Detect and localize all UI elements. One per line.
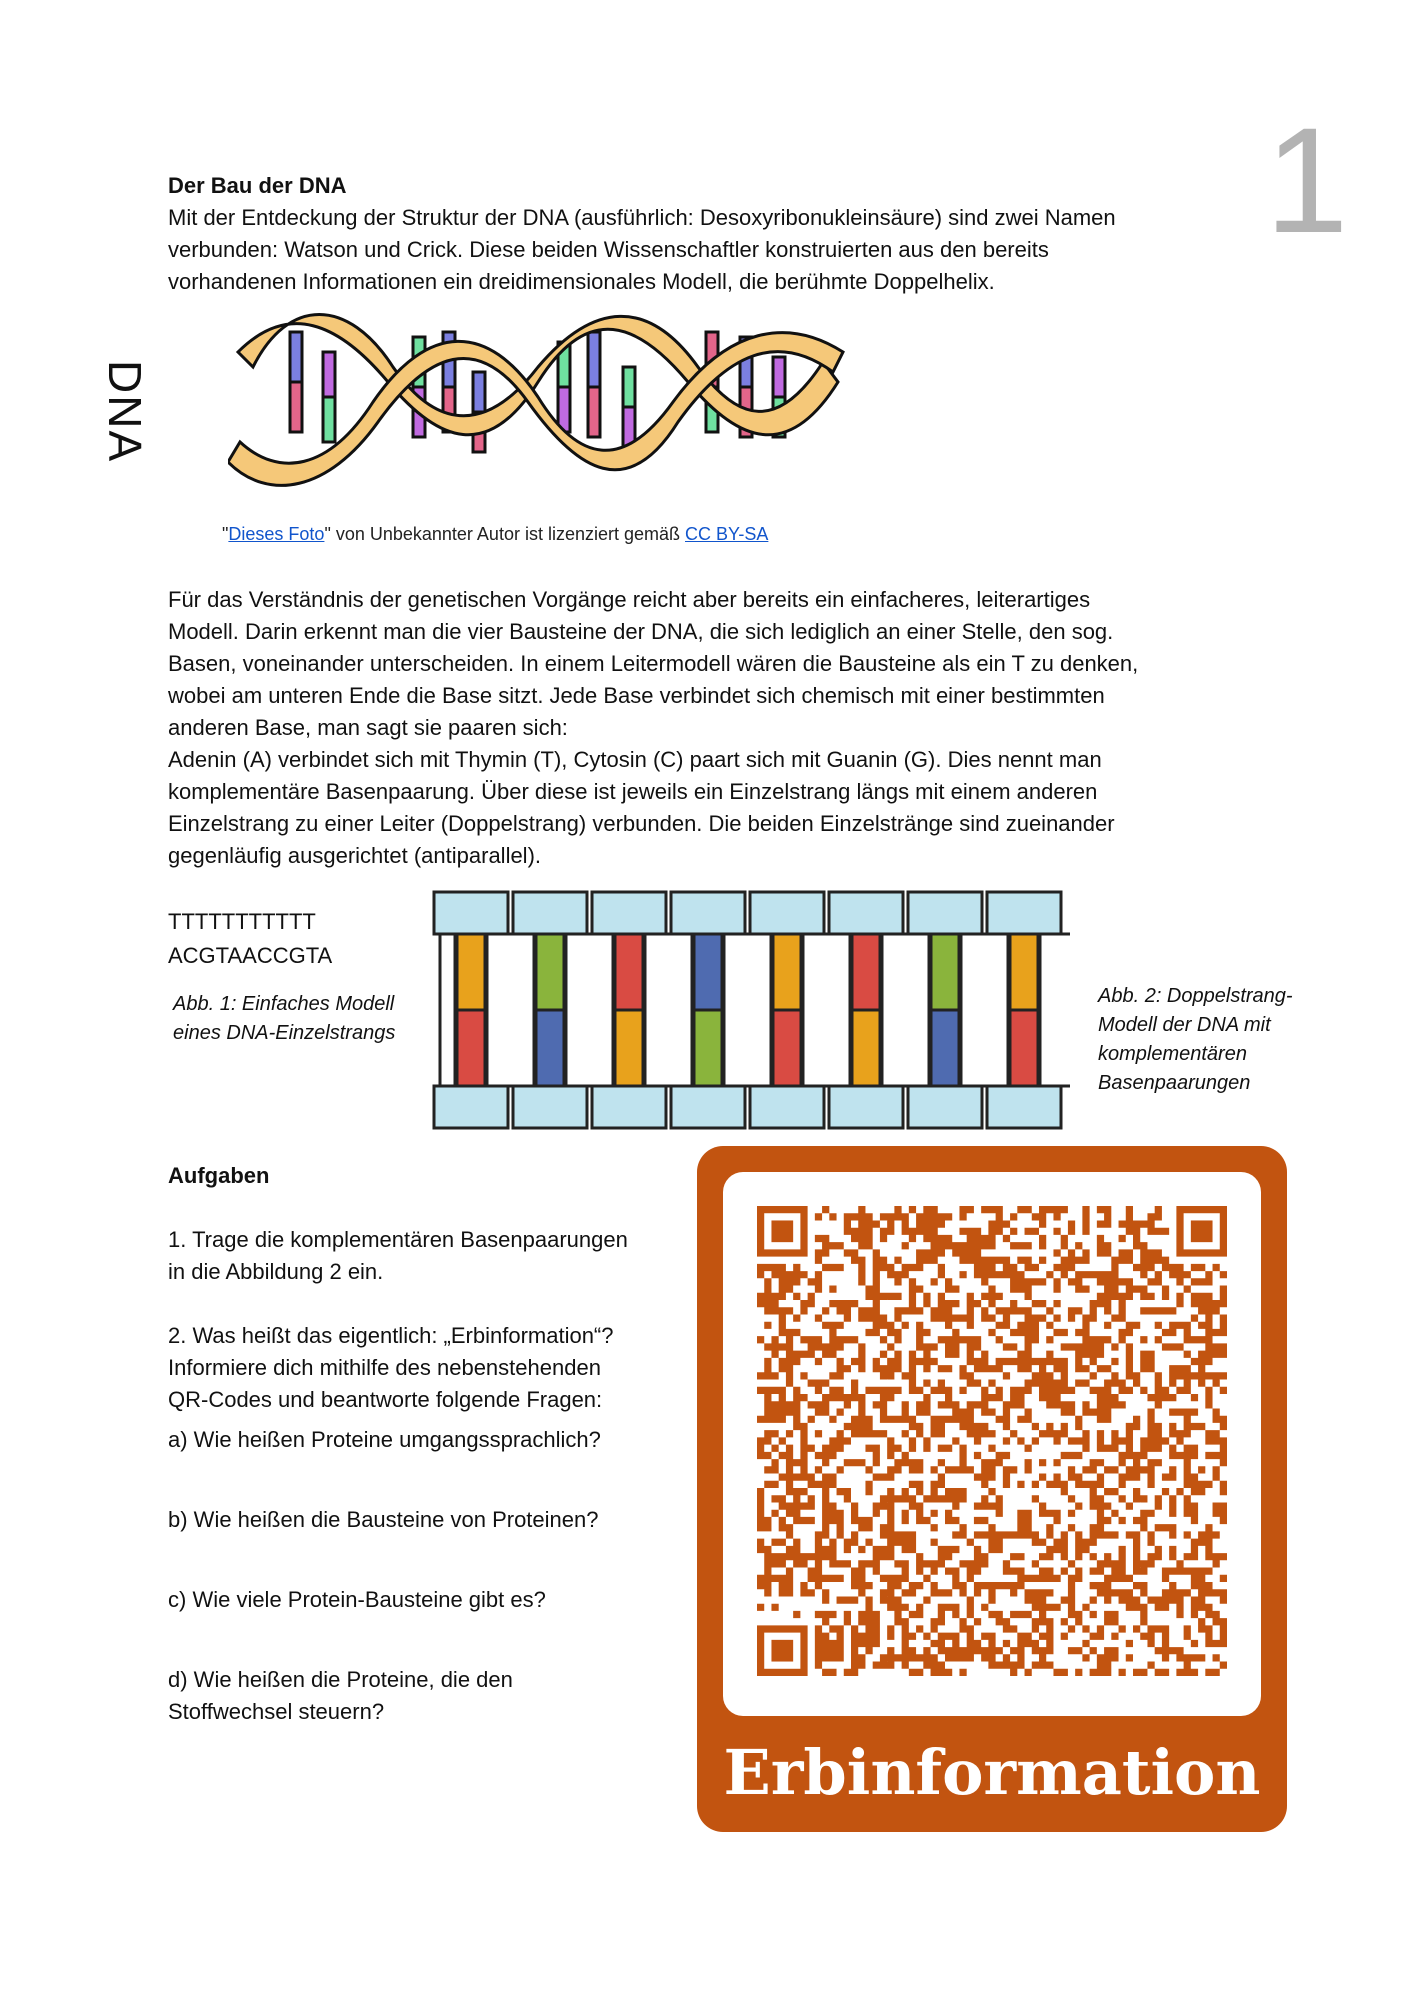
qr-finder-pattern [1191, 1220, 1213, 1242]
base-top [852, 934, 880, 1010]
task-2 [168, 1320, 614, 1416]
intro-line: verbunden: Watson und Crick. Diese beiden Wissenschaftler konstruierten aus den bereits [168, 237, 1049, 262]
task-line: 1. Trage die komplementären Basenpaarungen [168, 1227, 628, 1252]
caption-line: Basenpaarungen [1098, 1072, 1251, 1094]
qr-card-title: Erbinformation [723, 1736, 1261, 1809]
bottom-rail-segment [513, 1086, 587, 1128]
intro-line: Mit der Entdeckung der Struktur der DNA (ausführlich: Desoxyribonukleinsäure) sind zwei Namen [168, 205, 1116, 230]
base-bottom [773, 1010, 801, 1086]
top-rail-segment [987, 892, 1061, 934]
base-top [773, 934, 801, 1010]
credit-text: " von Unbekannter Autor ist lizenziert gemäß [324, 524, 685, 544]
body-paragraph [168, 584, 1138, 872]
base-top [457, 934, 485, 1010]
ladder-gap [566, 934, 613, 1086]
photo-link[interactable]: Dieses Foto [228, 524, 325, 544]
body-line: wobei am unteren Ende die Base sitzt. Jede Base verbindet sich chemisch mit einer bestimmten [168, 683, 1105, 708]
base-bottom [615, 1010, 643, 1086]
page-number: 1 [1265, 96, 1349, 264]
credit-quote: " [222, 524, 229, 544]
base-bottom [852, 1010, 880, 1086]
base-bottom [1010, 1010, 1038, 1086]
base-bottom [694, 1010, 722, 1086]
ladder-gap [645, 934, 692, 1086]
task-line: Informiere dich mithilfe des nebenstehenden [168, 1355, 601, 1380]
caption-line: Abb. 2: Doppelstrang- [1098, 985, 1293, 1007]
question-d [168, 1664, 513, 1728]
top-rail-segment [829, 892, 903, 934]
bottom-rail-segment [592, 1086, 666, 1128]
question-a: a) Wie heißen Proteine umgangssprachlich? [168, 1427, 601, 1452]
double-strand-ladder-diagram [430, 888, 1070, 1132]
body-line: Basen, voneinander unterscheiden. In einem Leitermodell wären die Bausteine als ein T zu denken, [168, 651, 1139, 676]
page-title: Der Bau der DNA [168, 173, 347, 198]
body-line: anderen Base, man sagt sie paaren sich: [168, 715, 568, 740]
ladder-gap [803, 934, 850, 1086]
strand-t-line: TTTTTTTTTTT [168, 909, 316, 934]
qr-finder-pattern [771, 1640, 793, 1662]
bottom-rail-segment [671, 1086, 745, 1128]
bottom-rail-segment [434, 1086, 508, 1128]
base-bottom [536, 1010, 564, 1086]
base-top [536, 934, 564, 1010]
question-line: Stoffwechsel steuern? [168, 1699, 385, 1724]
bottom-rail-segment [987, 1086, 1061, 1128]
qr-code-image[interactable] [757, 1206, 1227, 1682]
task-line: in die Abbildung 2 ein. [168, 1259, 384, 1284]
question-line: d) Wie heißen die Proteine, die den [168, 1667, 513, 1692]
task-line: 2. Was heißt das eigentlich: „Erbinformation“? [168, 1323, 614, 1348]
task-line: QR-Codes und beantworte folgende Fragen: [168, 1387, 603, 1412]
license-link[interactable]: CC BY-SA [685, 524, 769, 544]
qr-finder-pattern [771, 1220, 793, 1242]
caption-line: komplementären [1098, 1043, 1247, 1065]
body-line: Für das Verständnis der genetischen Vorgänge reicht aber bereits ein einfacheres, leiterartiges [168, 587, 1091, 612]
ladder-gap [961, 934, 1008, 1086]
body-line: gegenläufig ausgerichtet (antiparallel). [168, 843, 542, 868]
dna-helix-image [228, 312, 848, 512]
top-rail-segment [592, 892, 666, 934]
caption-line: eines DNA-Einzelstrangs [173, 1022, 396, 1044]
image-credit [222, 524, 768, 545]
qr-modules [757, 1206, 1227, 1676]
top-rail-segment [671, 892, 745, 934]
tasks-heading: Aufgaben [168, 1163, 270, 1188]
base-top [615, 934, 643, 1010]
ladder-gap [882, 934, 929, 1086]
ladder-gap [1040, 934, 1070, 1086]
intro-paragraph [168, 202, 1116, 298]
base-bottom [931, 1010, 959, 1086]
base-top [1010, 934, 1038, 1010]
top-rail-segment [513, 892, 587, 934]
body-line: Adenin (A) verbindet sich mit Thymin (T), Cytosin (C) paart sich mit Guanin (G). Dies nennt man [168, 747, 1102, 772]
body-line: Einzelstrang zu einer Leiter (Doppelstrang) verbunden. Die beiden Einzelstränge sind zueinander [168, 811, 1115, 836]
body-line: Modell. Darin erkennt man die vier Bausteine der DNA, die sich lediglich an einer Stelle, den sog. [168, 619, 1114, 644]
base-top [931, 934, 959, 1010]
top-rail-segment [434, 892, 508, 934]
body-line: komplementäre Basenpaarung. Über diese ist jeweils ein Einzelstrang längs mit einem anderen [168, 779, 1098, 804]
ladder-gap [440, 934, 455, 1086]
base-top [694, 934, 722, 1010]
ladder-gap [724, 934, 771, 1086]
bottom-rail-segment [829, 1086, 903, 1128]
caption-figure-1 [173, 990, 395, 1048]
bottom-rail-segment [750, 1086, 824, 1128]
caption-line: Modell der DNA mit [1098, 1014, 1271, 1036]
strand-sequence: ACGTAACCGTA [168, 943, 333, 968]
qr-code-card[interactable] [697, 1146, 1287, 1832]
question-b: b) Wie heißen die Bausteine von Proteinen? [168, 1507, 599, 1532]
bottom-rail-segment [908, 1086, 982, 1128]
base-bottom [457, 1010, 485, 1086]
caption-figure-2 [1098, 982, 1293, 1098]
top-rail-segment [908, 892, 982, 934]
ladder-gap [487, 934, 534, 1086]
question-c: c) Wie viele Protein-Bausteine gibt es? [168, 1587, 546, 1612]
caption-line: Abb. 1: Einfaches Modell [173, 993, 395, 1015]
intro-line: vorhandenen Informationen ein dreidimensionales Modell, die berühmte Doppelhelix. [168, 269, 995, 294]
dna-label: DNA [99, 360, 151, 464]
qr-code-frame [723, 1172, 1261, 1716]
task-1 [168, 1224, 628, 1288]
top-rail-segment [750, 892, 824, 934]
